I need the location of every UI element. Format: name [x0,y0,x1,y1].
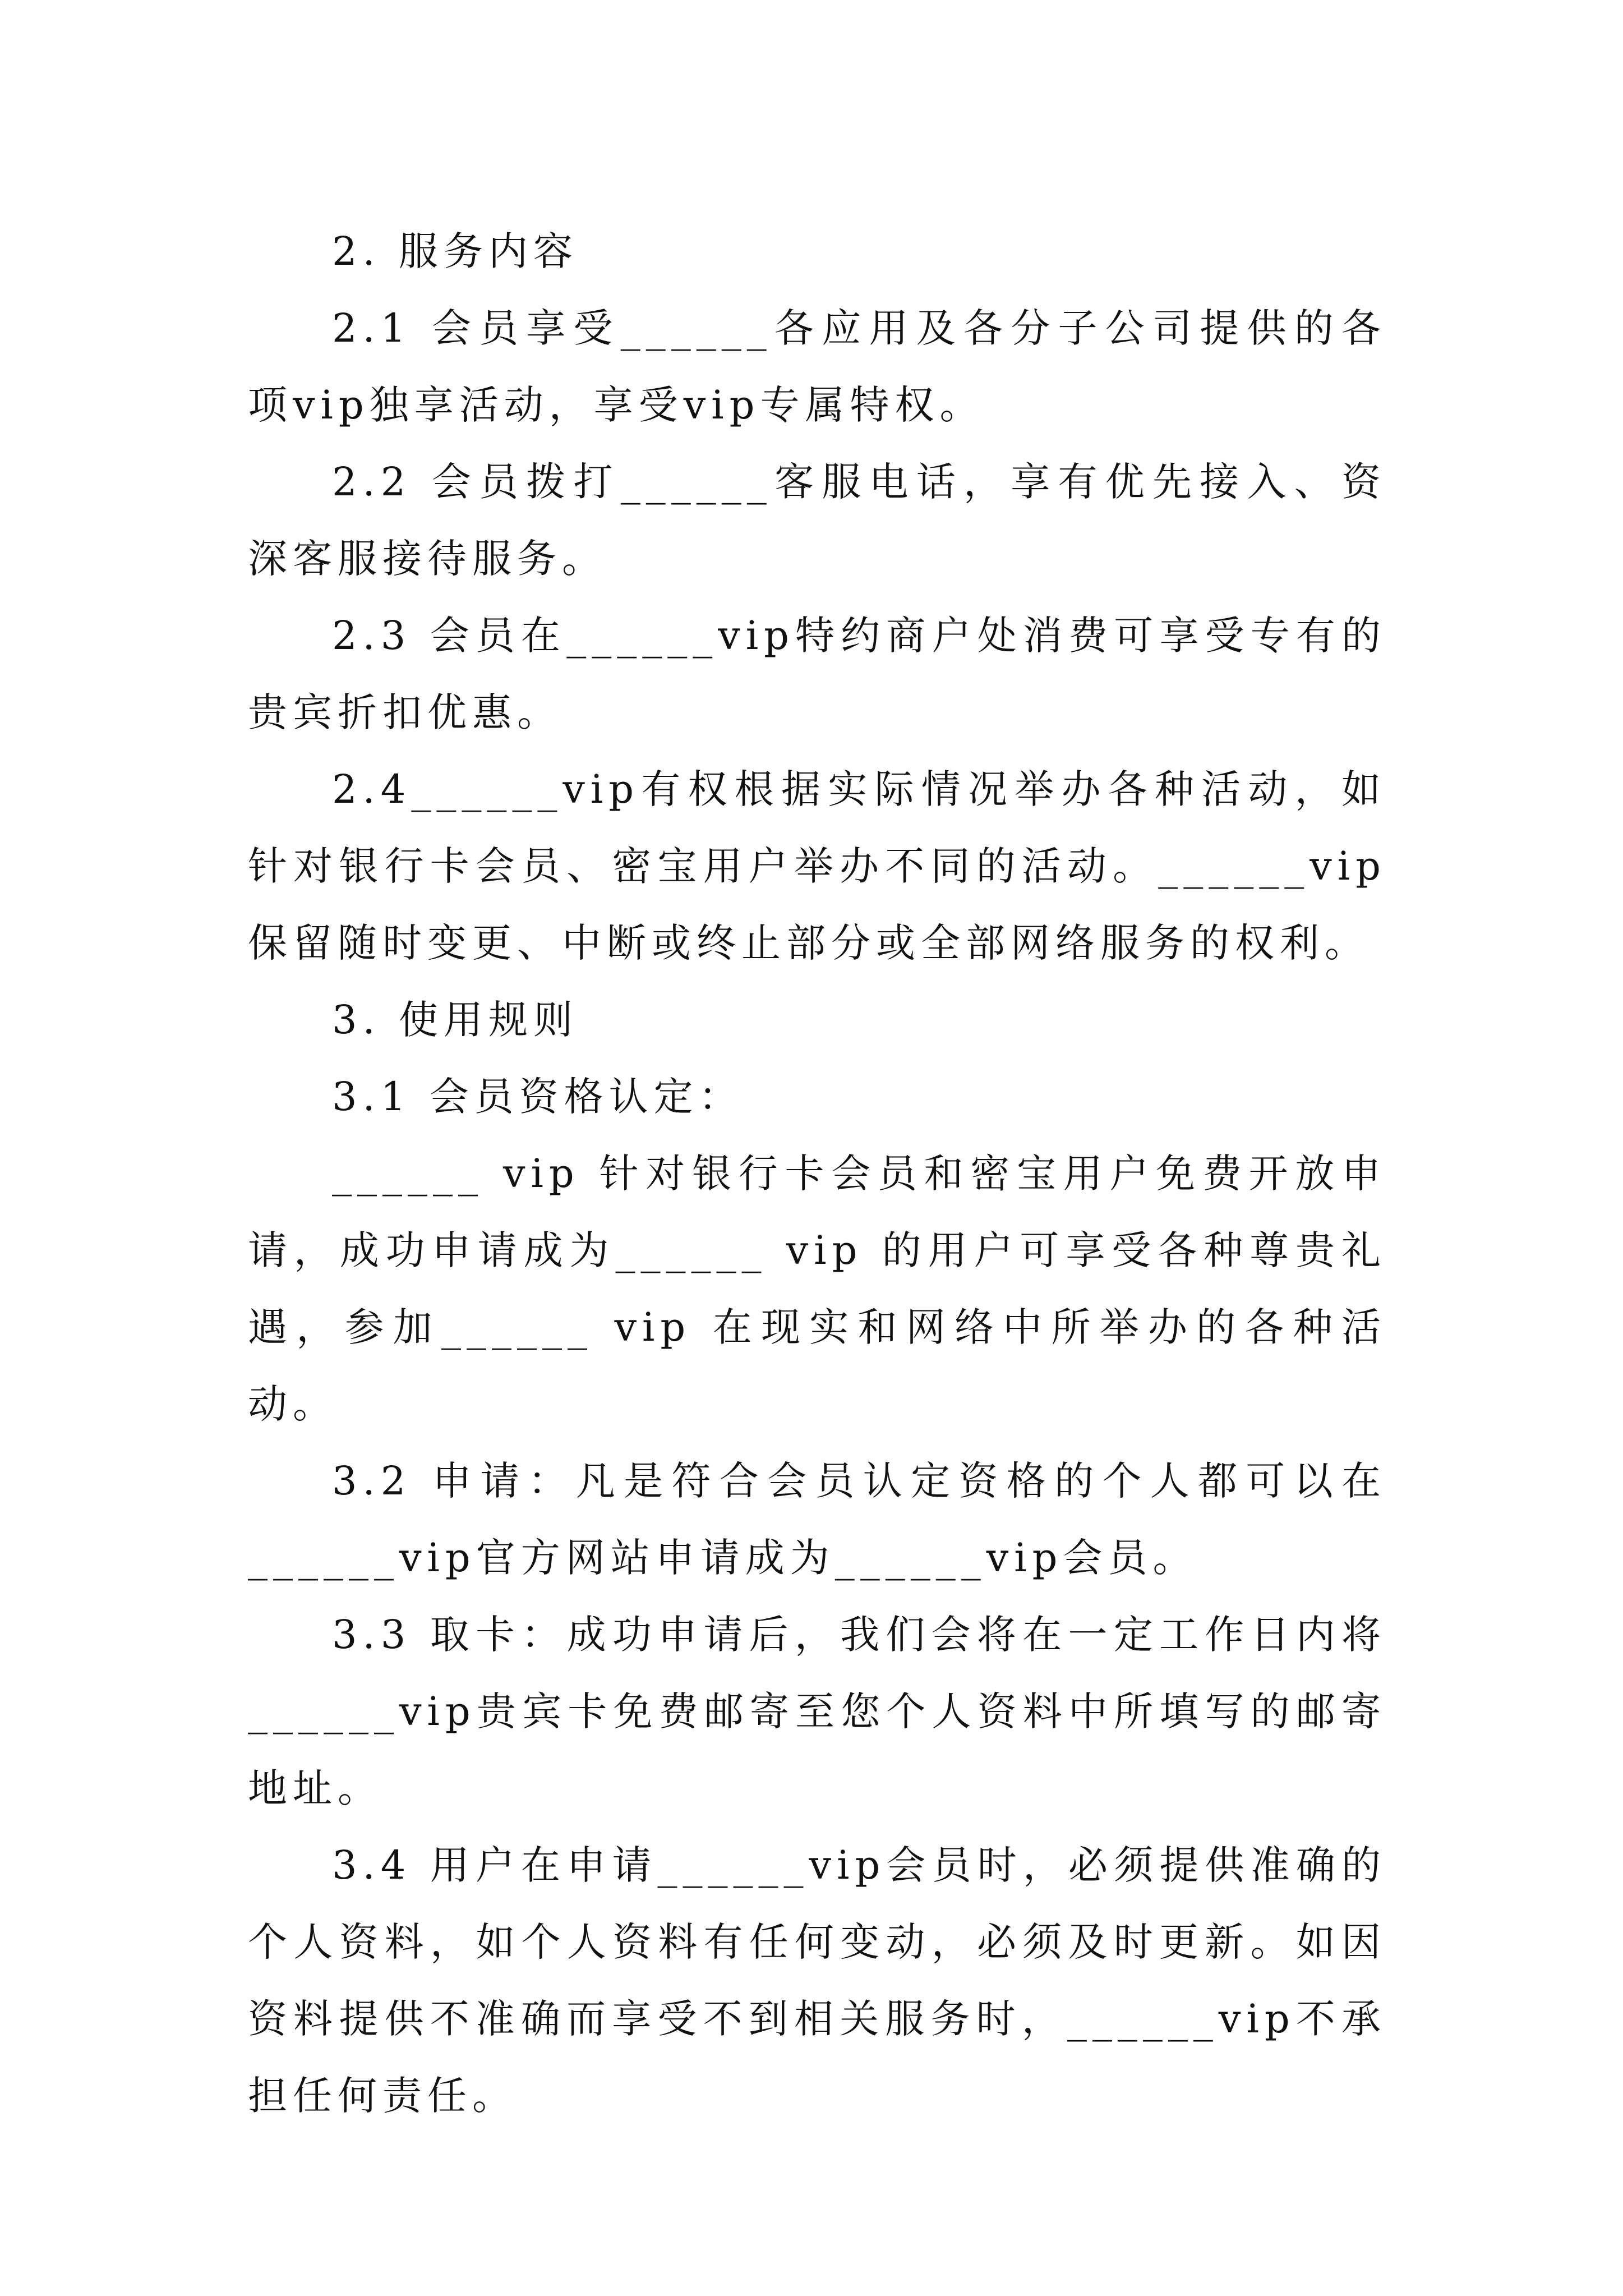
clause-2-3: 2.3 会员在______vip特约商户处消费可享受专有的贵宾折扣优惠。 [248,613,1386,735]
clause-3-1-body: ______ vip 针对银行卡会员和密宝用户免费开放申请，成功申请成为______ vip 的用户可享受各种尊贵礼遇，参加______ vip 在现实和网络中所举办的各种活动。 [248,1151,1386,1427]
clause-3-3: 3.3 取卡：成功申请后，我们会将在一定工作日内将______vip贵宾卡免费邮寄至您个人资料中所填写的邮寄地址。 [248,1612,1386,1811]
clause-3-4: 3.4 用户在申请______vip会员时，必须提供准确的个人资料，如个人资料有任何变动，必须及时更新。如因资料提供不准确而享受不到相关服务时，______vip不承担任何责任。 [248,1842,1386,2119]
clause-3-1: 3.1 会员资格认定： [332,1074,744,1120]
section-heading-rules: 3. 使用规则 [332,997,579,1043]
document-body [248,213,1386,2134]
clause-3-2: 3.2 申请：凡是符合会员认定资格的个人都可以在______vip官方网站申请成为______vip会员。 [248,1458,1386,1581]
clause-2-4: 2.4______vip有权根据实际情况举办各种活动，如针对银行卡会员、密宝用户举办不同的活动。______vip保留随时变更、中断或终止部分或全部网络服务的权利。 [248,766,1386,966]
clause-2-2: 2.2 会员拨打______客服电话，享有优先接入、资深客服接待服务。 [248,459,1386,582]
section-heading-services: 2. 服务内容 [332,228,579,274]
clause-2-1: 2.1 会员享受______各应用及各分子公司提供的各项vip独享活动，享受vip专属特权。 [248,305,1386,428]
